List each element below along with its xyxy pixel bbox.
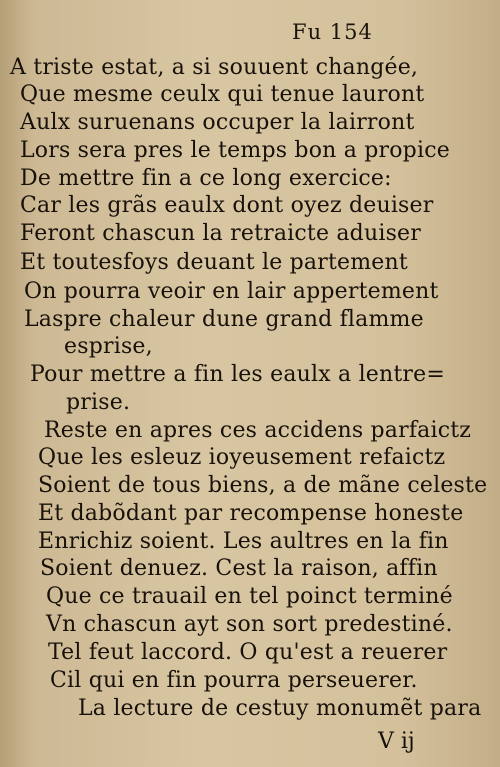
text-line: On pourra veoir en lair appertement [24,279,439,304]
text-line: Que ce trauail en tel poinct terminé [46,584,453,609]
text-line: De mettre fin a ce long exercice: [20,166,392,191]
text-line: La lecture de cestuy monumẽt para [78,696,482,721]
text-line: Vn chascun ayt son sort predestiné. [46,612,453,637]
text-line: Laspre chaleur dune grand flamme [24,307,424,332]
text-line: Enrichiz soient. Les aultres en la fin [38,529,449,554]
signature-mark: V ij [378,729,415,754]
text-line: Que les esleuz ioyeusement refaictz [38,445,446,470]
text-line: Cil qui en fin pourra perseuerer. [50,668,418,693]
text-line: prise. [66,390,131,415]
text-line: Lors sera pres le temps bon a propice [20,138,450,163]
text-line: esprise, [64,334,153,359]
text-line: Soient denuez. Cest la raison, affin [40,556,438,581]
text-line: Soient de tous biens, a de mãne celeste [38,473,488,498]
text-line: Et dabõdant par recompense honeste [38,501,464,526]
text-line: Feront chascun la retraicte aduiser [20,221,421,246]
text-line: Et toutesfoys deuant le partement [20,250,408,275]
text-line: Tel feut laccord. O qu'est a reuerer [48,640,448,665]
folio-number: Fu 154 [292,20,373,44]
text-line: A triste estat, a si souuent changée, [10,55,419,80]
text-line: Car les grãs eaulx dont oyez deuiser [20,193,434,218]
text-line: Aulx suruenans occuper la lairront [20,110,415,135]
text-line: Que mesme ceulx qui tenue lauront [20,82,425,107]
text-line: Reste en apres ces accidens parfaictz [44,418,472,443]
text-line: Pour mettre a fin les eaulx a lentre= [30,362,446,387]
